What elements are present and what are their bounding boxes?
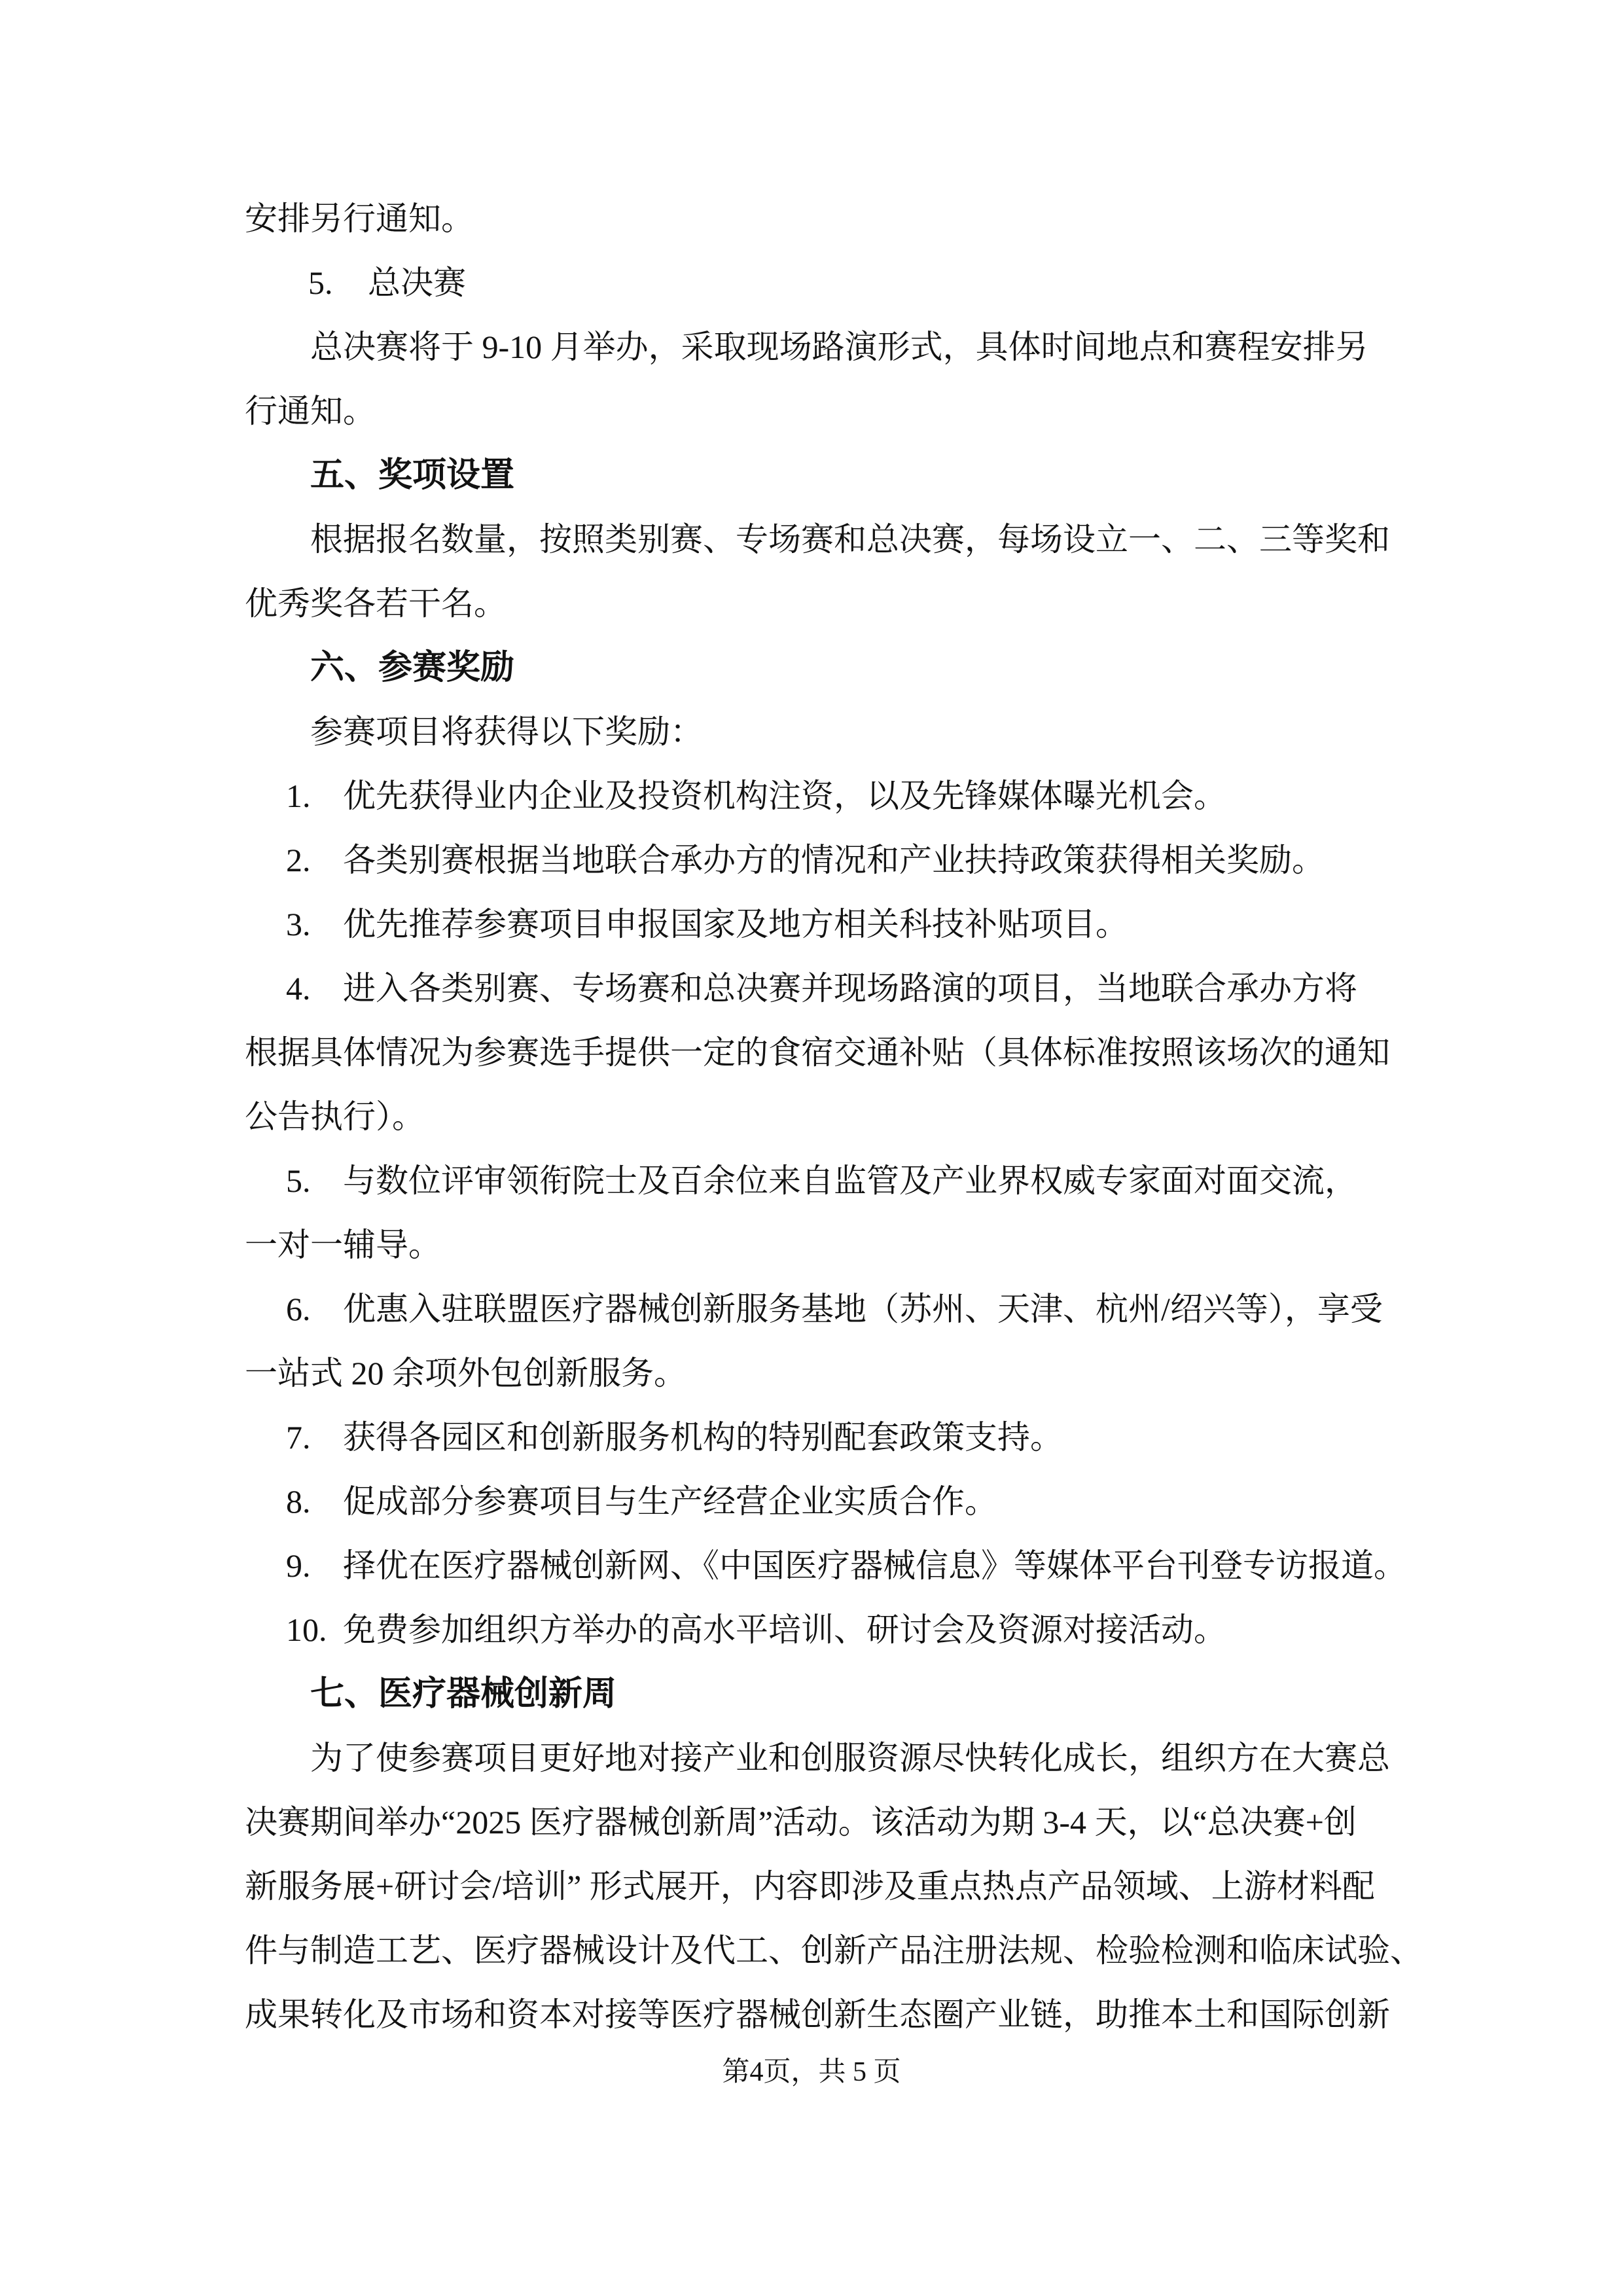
heading-line: 六、参赛奖励 [310,649,515,687]
text-line: 一对一辅导。 [245,1227,441,1263]
text-line [245,1149,1400,1213]
document-page [245,187,1423,2047]
text-line: 公告执行）。 [245,1098,425,1135]
text-line: 根据具体情况为参赛选手提供一定的食宿交通补贴（具体标准按照该场次的通知 [245,1034,1390,1071]
list-number: 3. [286,906,311,942]
list-number: 4. [286,970,311,1007]
list-item-text: 促成部分参赛项目与生产经营企业实质合作。 [343,1483,997,1520]
heading-line: 七、医疗器械创新周 [310,1675,617,1713]
list-item-text: 优先推荐参赛项目申报国家及地方相关科技补贴项目。 [343,906,1128,942]
list-item-text: 进入各类别赛、专场赛和总决赛并现场路演的项目，当地联合承办方将 [343,970,1357,1007]
list-item-text: 优惠入驻联盟医疗器械创新服务基地（苏州、天津、杭州/绍兴等），享受 [343,1291,1383,1327]
list-item-text: 获得各园区和创新服务机构的特别配套政策支持。 [343,1419,1063,1456]
list-number: 1. [286,778,311,814]
list-number: 5. [286,1162,311,1199]
list-item-text: 与数位评审领衔院士及百余位来自监管及产业界权威专家面对面交流， [343,1162,1357,1199]
text-line: 决赛期间举办“2025 医疗器械创新周”活动。该活动为期 3-4 天，以“总决赛+创 [245,1804,1357,1840]
text-line [245,1405,1400,1469]
list-number: 10. [286,1611,327,1648]
page-footer: 第4页，共 5 页 [722,2057,901,2087]
text-line [245,1277,1400,1341]
text-line [245,956,1400,1020]
list-item-text: 各类别赛根据当地联合承办方的情况和产业扶持政策获得相关奖励。 [343,842,1325,878]
list-number: 2. [286,842,311,878]
text-line [245,828,1400,892]
text-line: 行通知。 [245,393,376,429]
heading-line: 五、奖项设置 [310,456,515,494]
list-number: 9. [286,1547,311,1584]
text-line [245,892,1400,956]
text-line: 新服务展+研讨会/培训” 形式展开，内容即涉及重点热点产品领域、上游材料配 [245,1868,1375,1905]
text-line [245,251,1400,315]
text-line: 优秀奖各若干名。 [245,585,507,622]
list-item-text: 优先获得业内企业及投资机构注资，以及先锋媒体曝光机会。 [343,778,1226,814]
list-item-text: 总决赛 [368,264,466,301]
text-line: 件与制造工艺、医疗器械设计及代工、创新产品注册法规、检验检测和临床试验、 [245,1932,1423,1969]
text-line [245,1534,1406,1598]
list-item-text: 择优在医疗器械创新网、《中国医疗器械信息》等媒体平台刊登专访报道。 [343,1547,1406,1584]
text-line [245,1469,1400,1534]
text-line: 为了使参赛项目更好地对接产业和创服资源尽快转化成长，组织方在大赛总 [310,1740,1390,1776]
list-number: 6. [286,1291,311,1327]
list-number: 8. [286,1483,311,1520]
text-line [245,764,1400,828]
text-line: 一站式 20 余项外包创新服务。 [245,1355,687,1391]
text-line [245,1598,1400,1662]
text-line: 总决赛将于 9-10 月举办，采取现场路演形式，具体时间地点和赛程安排另 [310,329,1368,365]
list-number: 5. [308,264,333,301]
list-item-text: 免费参加组织方举办的高水平培训、研讨会及资源对接活动。 [343,1611,1226,1648]
text-line: 成果转化及市场和资本对接等医疗器械创新生态圈产业链，助推本土和国际创新 [245,1996,1390,2033]
text-line: 安排另行通知。 [245,200,474,237]
text-line: 根据报名数量，按照类别赛、专场赛和总决赛，每场设立一、二、三等奖和 [310,521,1390,558]
list-number: 7. [286,1419,311,1456]
text-line: 参赛项目将获得以下奖励： [310,713,703,750]
